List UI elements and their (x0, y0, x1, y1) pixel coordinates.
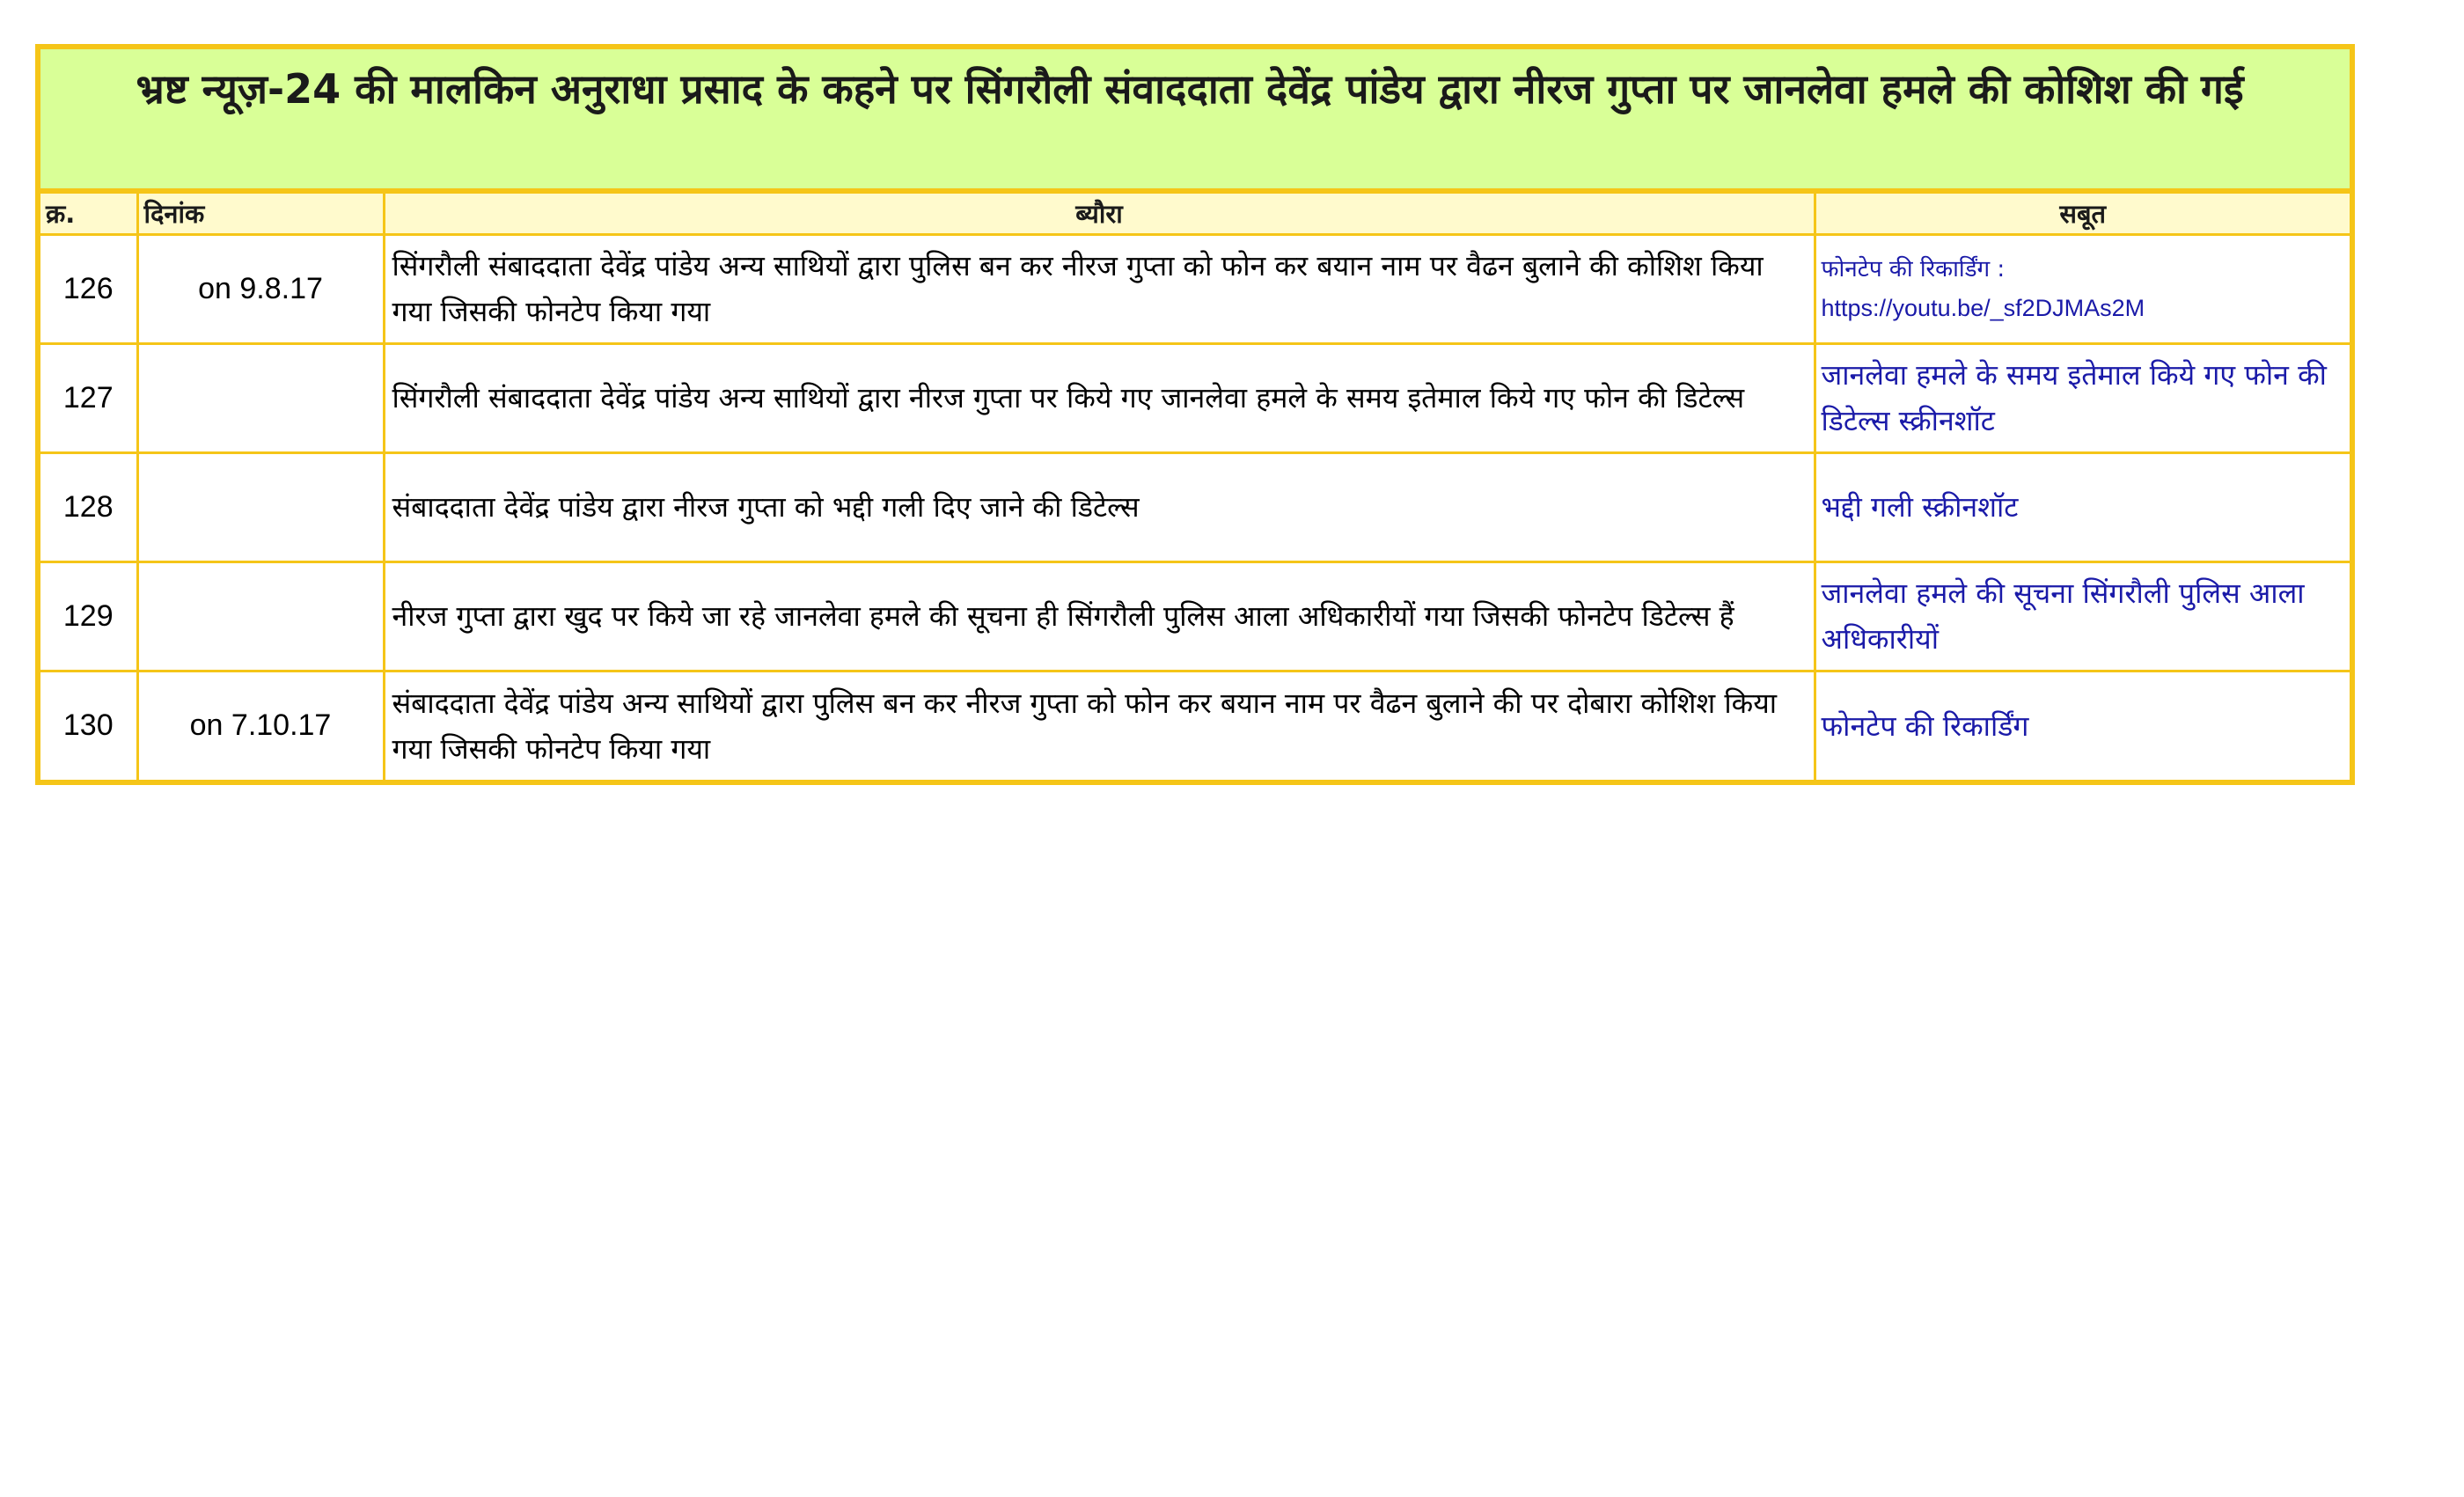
table-row (40, 561, 2350, 671)
proof-link[interactable]: फोनटेप की रिकार्डिंग : (1821, 256, 2006, 283)
header-proof: सबूत (1815, 194, 2350, 234)
row-serial-number: 127 (40, 343, 137, 452)
proof-link[interactable]: फोनटेप की रिकार्डिंग (1821, 708, 2029, 743)
row-date (137, 452, 384, 561)
row-date (137, 561, 384, 671)
row-proof (1815, 561, 2350, 671)
row-details: सिंगरौली संबाददाता देवेंद्र पांडेय अन्य साथियों द्वारा नीरज गुप्ता पर किये गए जानलेवा हमले के समय इतेमाल किये गए फोन की डिटेल्स (384, 343, 1815, 452)
row-details: नीरज गुप्ता द्वारा खुद पर किये जा रहे जानलेवा हमले की सूचना ही सिंगरौली पुलिस आला अधिकारीयों गया जिसकी फोनटेप डिटेल्स हैं (384, 561, 1815, 671)
document-title: भ्रष्ट न्यूज़-24 की मालकिन अनुराधा प्रसाद के कहने पर सिंगरौली संवाददाता देवेंद्र पांडेय द्वारा नीरज गुप्ता पर जानलेवा हमले की कोशिश की गई (40, 49, 2350, 194)
header-date: दिनांक (137, 194, 384, 234)
table-header-row (40, 194, 2350, 234)
proof-link[interactable]: जानलेवा हमले की सूचना सिंगरौली पुलिस आला अधिकारीयों (1821, 576, 2305, 656)
row-proof (1815, 671, 2350, 780)
row-proof (1815, 452, 2350, 561)
row-details: सिंगरौली संबाददाता देवेंद्र पांडेय अन्य साथियों द्वारा पुलिस बन कर नीरज गुप्ता को फोन कर बयान नाम पर वैढन बुलाने की कोशिश किया गया जिसकी फोनटेप किया गया (384, 234, 1815, 343)
row-details: संबाददाता देवेंद्र पांडेय द्वारा नीरज गुप्ता को भद्दी गली दिए जाने की डिटेल्स (384, 452, 1815, 561)
row-serial-number: 130 (40, 671, 137, 780)
header-details: ब्यौरा (384, 194, 1815, 234)
row-date: on 9.8.17 (137, 234, 384, 343)
row-date: on 7.10.17 (137, 671, 384, 780)
row-proof (1815, 343, 2350, 452)
table-row (40, 671, 2350, 780)
table-row (40, 234, 2350, 343)
row-date (137, 343, 384, 452)
row-proof (1815, 234, 2350, 343)
table-row (40, 452, 2350, 561)
row-serial-number: 128 (40, 452, 137, 561)
table-row (40, 343, 2350, 452)
incident-table (40, 194, 2350, 780)
row-details: संबाददाता देवेंद्र पांडेय अन्य साथियों द्वारा पुलिस बन कर नीरज गुप्ता को फोन कर बयान नाम पर वैढन बुलाने की पर दोबारा कोशिश किया गया जिसकी फोनटेप किया गया (384, 671, 1815, 780)
row-serial-number: 126 (40, 234, 137, 343)
document-table (35, 44, 2355, 785)
row-serial-number: 129 (40, 561, 137, 671)
proof-link[interactable]: भद्दी गली स्क्रीनशॉट (1821, 490, 2019, 524)
proof-url-link[interactable]: https://youtu.be/_sf2DJMAs2M (1821, 295, 2145, 321)
proof-link[interactable]: जानलेवा हमले के समय इतेमाल किये गए फोन की डिटेल्स स्क्रीनशॉट (1821, 358, 2327, 437)
header-serial-number: क्र. (40, 194, 137, 234)
